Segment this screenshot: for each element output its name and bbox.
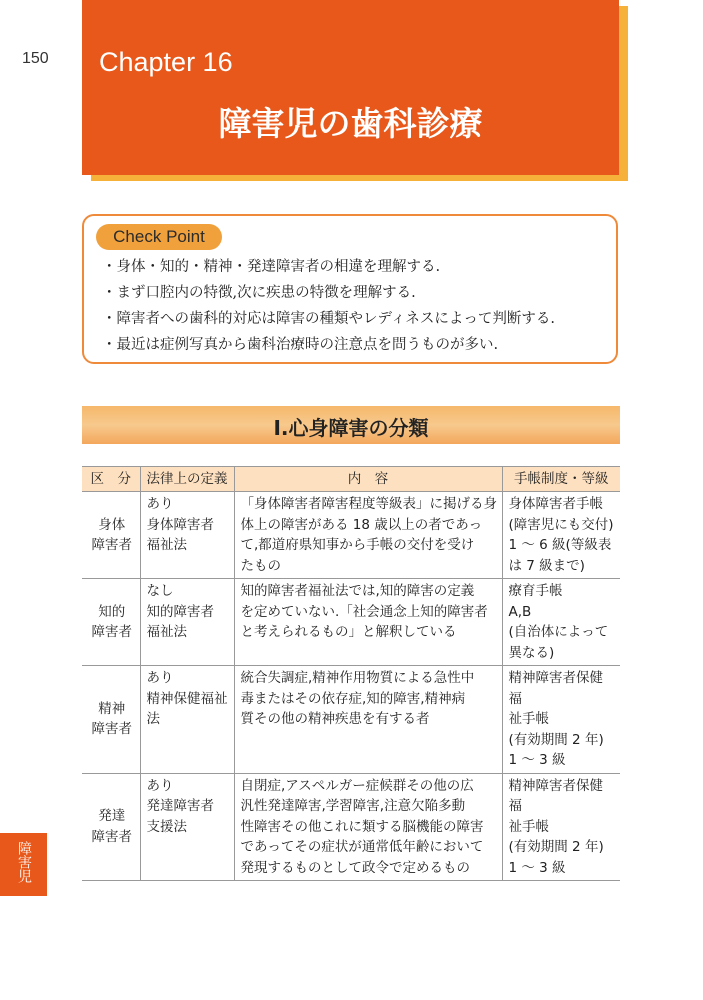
checkpoint-item: ・障害者への歯科的対応は障害の種類やレディネスによって判断する. — [102, 311, 555, 327]
section-title: Ⅰ.心身障害の分類 — [273, 416, 429, 440]
row-definition: あり 発達障害者 支援法 — [140, 773, 234, 881]
row-content: 「身体障害者障害程度等級表」に掲げる身 体上の障害がある 18 歳以上の者であっ て,都道府県知事から手帳の交付を受け たもの — [234, 492, 502, 579]
section-header — [82, 406, 620, 444]
row-content: 自閉症,アスペルガー症候群その他の広 汎性発達障害,学習障害,注意欠陥多動 性障害その他これに類する脳機能の障害 であってその症状が通常低年齢において 発現するものとして政令で定めるもの — [234, 773, 502, 881]
disability-classification-table — [82, 466, 620, 881]
column-header-content: 内 容 — [234, 467, 502, 492]
row-definition: なし 知的障害者 福祉法 — [140, 579, 234, 666]
table-row — [82, 579, 620, 666]
row-content: 統合失調症,精神作用物質による急性中 毒またはその依存症,知的障害,精神病 質その他の精神疾患を有する者 — [234, 666, 502, 774]
checkpoint-item: ・まず口腔内の特徴,次に疾患の特徴を理解する. — [102, 285, 416, 301]
row-handbook: 精神障害者保健福 祉手帳 (有効期間 2 年) 1 〜 3 級 — [502, 666, 620, 774]
row-definition: あり 精神保健福祉 法 — [140, 666, 234, 774]
row-category: 身体 障害者 — [82, 492, 140, 579]
checkpoint-label: Check Point — [96, 224, 222, 250]
chapter-side-tab — [0, 833, 47, 896]
checkpoint-item: ・身体・知的・精神・発達障害者の相違を理解する. — [102, 259, 441, 275]
chapter-number: Chapter 16 — [99, 47, 233, 77]
table-header-row — [82, 467, 620, 492]
chapter-title: 障害児の歯科診療 — [218, 104, 483, 143]
column-header-definition: 法律上の定義 — [140, 467, 234, 492]
row-category: 発達 障害者 — [82, 773, 140, 881]
row-handbook: 身体障害者手帳 (障害児にも交付) 1 〜 6 級(等級表 は 7 級まで) — [502, 492, 620, 579]
side-tab-label: 障害児 — [16, 841, 32, 883]
row-handbook: 精神障害者保健福 祉手帳 (有効期間 2 年) 1 〜 3 級 — [502, 773, 620, 881]
checkpoint-box — [82, 214, 618, 364]
column-header-handbook: 手帳制度・等級 — [502, 467, 620, 492]
page-number: 150 — [22, 50, 49, 67]
checkpoint-item: ・最近は症例写真から歯科治療時の注意点を問うものが多い. — [102, 337, 499, 353]
table-row — [82, 492, 620, 579]
row-category: 精神 障害者 — [82, 666, 140, 774]
table-row — [82, 773, 620, 881]
row-handbook: 療育手帳 A,B (自治体によって 異なる) — [502, 579, 620, 666]
checkpoint-list — [102, 254, 555, 358]
table-row — [82, 666, 620, 774]
chapter-header — [82, 0, 619, 175]
column-header-category: 区 分 — [82, 467, 140, 492]
row-definition: あり 身体障害者 福祉法 — [140, 492, 234, 579]
row-category: 知的 障害者 — [82, 579, 140, 666]
row-content: 知的障害者福祉法では,知的障害の定義 を定めていない.「社会通念上知的障害者 と考えられるもの」と解釈している — [234, 579, 502, 666]
